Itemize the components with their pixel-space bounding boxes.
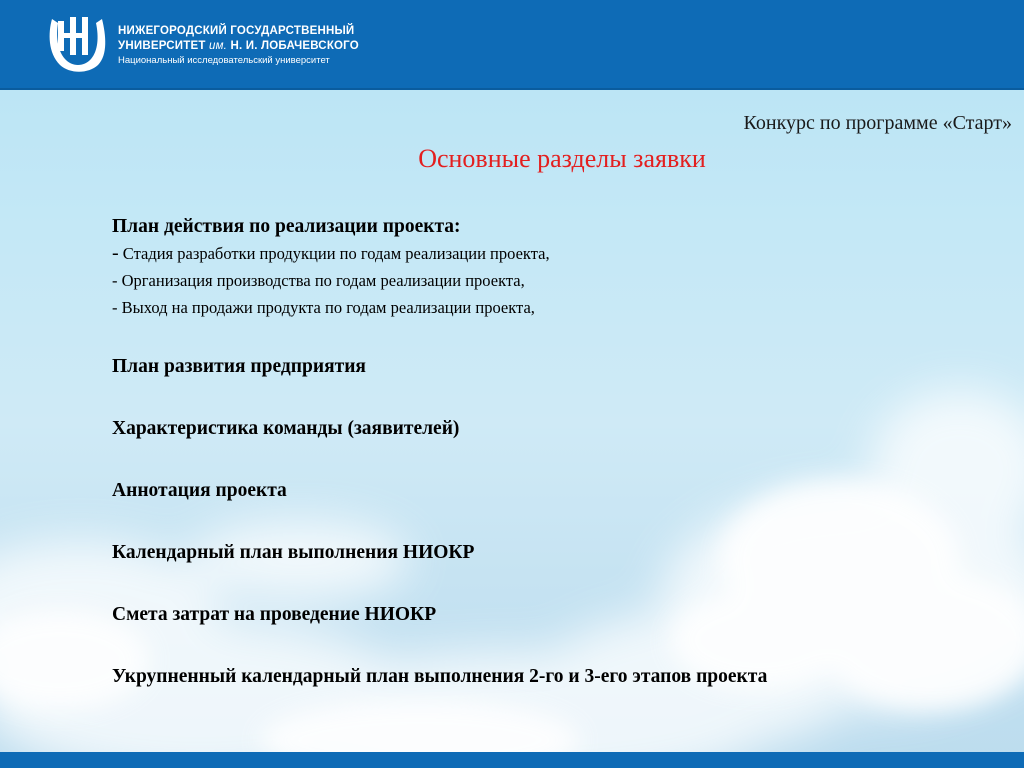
section-heading: Смета затрат на проведение НИОКР (112, 604, 437, 625)
slide-title: Основные разделы заявки (418, 144, 706, 173)
university-name-line2-prefix: УНИВЕРСИТЕТ (118, 40, 206, 52)
list-item: - Организация производства по годам реализации проекта, (112, 271, 525, 290)
university-name-line2 (118, 39, 359, 54)
university-name (118, 24, 359, 67)
bullet-dash: - (112, 242, 119, 264)
list-item: - Выход на продажи продукта по годам реализации проекта, (112, 298, 535, 317)
university-status: Национальный исследовательский университет (118, 55, 330, 66)
footer-bar (0, 752, 1024, 768)
section-heading: План действия по реализации проекта: (112, 216, 461, 237)
university-name-line2-im: им. (208, 40, 228, 52)
university-name-line2-suffix: Н. И. ЛОБАЧЕВСКОГО (230, 40, 359, 52)
university-header (0, 0, 1024, 90)
section-heading: Календарный план выполнения НИОКР (112, 542, 475, 563)
section-heading: Укрупненный календарный план выполнения 2-го и 3-его этапов проекта (112, 666, 768, 687)
section-gap (112, 380, 992, 416)
slide-subtitle: Конкурс по программе «Старт» (743, 112, 1012, 134)
section-item-list (112, 240, 992, 321)
list-item-text: Стадия разработки продукции по годам реализации проекта, (122, 244, 550, 263)
university-name-line1: НИЖЕГОРОДСКИЙ ГОСУДАРСТВЕННЫЙ (118, 25, 355, 37)
list-item (112, 240, 992, 267)
section-gap (112, 504, 992, 540)
section-gap (112, 442, 992, 478)
section-heading: Характеристика команды (заявителей) (112, 418, 460, 439)
slide-content (112, 214, 992, 690)
unn-logo-icon (44, 13, 110, 75)
section-heading: План развития предприятия (112, 356, 366, 377)
section-heading: Аннотация проекта (112, 480, 287, 501)
section-gap (112, 321, 992, 354)
section-gap (112, 566, 992, 602)
section-gap (112, 628, 992, 664)
